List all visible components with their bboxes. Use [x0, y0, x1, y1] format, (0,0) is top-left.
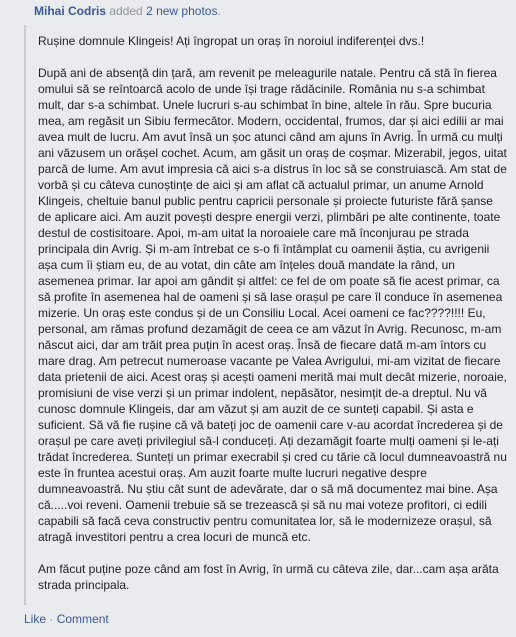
- like-link[interactable]: Like: [24, 612, 47, 626]
- action-separator: ·: [46, 612, 57, 626]
- author-name-link[interactable]: Mihai Codris: [34, 4, 107, 18]
- post-content: [24, 25, 512, 605]
- comment-link[interactable]: Comment: [56, 612, 109, 626]
- post-paragraph: Am făcut puține poze când am fost în Avrig, în urmă cu câteva zile, dar...cam așa arăta strada principala.: [38, 562, 499, 592]
- story-header: [34, 4, 221, 18]
- post-paragraph: După ani de absență din țară, am revenit pe meleagurile natale. Pentru că stă în fierea omului să se reîntoarcă acolo de unde își trage rădăcinile. România nu s-a schimbat mult, dar s-a schimbat. Unele lucruri s-au schimbat în bine, altele în rău. Spre bucuria mea, am regăsit un Sibiu fermecător. Modern, occidental, frumos, dar și aici edilii ar mai avea mult de lucru. Am avut însă un șoc atunci când am ajuns în Avrig. În urmă cu mulți ani văzusem un orășel cochet. Acum, am găsit un oraș de coșmar. Mizerabil, jegos, uitat parcă de lume. Am avut impresia că aici s-a distrus în loc să se construiască. Am stat de vorbă și cu câteva cunoștințe de aici și am aflat că actualul primar, un anume Arnold Klingeis, cheltuie banul public pentru capricii personale și proiecte futuriste fără șanse de aplicare aici. Am auzit povești despre energii verzi, plimbări pe alte continente, toate destul de costisitoare. Apoi, m-am uitat la noroaiele care mă înconjurau pe strada principala din Avrig. Și m-am întrebat ce s-o fi întâmplat cu oamenii ăștia, cu avrigenii așa cum îi știam eu, de au votat, din câte am înțeles două mandate la rând, un asemenea primar. Iar apoi am gândit și altfel: ce fel de om poate să fie acest primar, ca să profite în asemenea hal de oameni și să lase orașul pe care îl conduce în asemenea mizerie. Un oraș este condus și de un Consiliu Local. Acei oameni ce fac????!!!! Eu, personal, am rămas profund dezamăgit de ceea ce am văzut în Avrig. Recunosc, m-am născut aici, dar am trăit prea puțin în acest oraș. Însă de fiecare dată m-am întors cu mare drag. Am petrecut numeroase vacante pe Valea Avrigului, mi-am vizitat de fiecare data prietenii de aici. Acest oraș și acești oameni merită mai mult decât mizerie, noroaie, promisiuni de vise verzi și un primar indolent, nepăsător, nesimțit de-a dreptul. Nu vă cunosc domnule Klingeis, dar am văzut și am auzit de ce sunteți capabil. Și asta e suficient. Să vă fie rușine că vă bateți joc de oamenii care v-au acordat încrederea și de orașul pe care aveți privilegiul să-l conduceți. Ați dezamăgit foarte mulți oameni și le-ați trădat încrederea. Sunteți un primar execrabil și cred cu tărie că locul dumneavoastră nu este în fruntea acestui oraș. Am auzit foarte multe lucruri negative despre dumneavoastră. Nu știu cât sunt de adevărate, dar o să mă documentez mai bine. Așa că.....voi reveni. Oamenii trebuie să se trezească și să nu mai voteze profitori, ci edili capabili să facă ceva constructiv pentru comunitatea lor, să le modernizeze orașul, să atragă investitori pentru a crea locuri de muncă etc.: [38, 66, 507, 544]
- action-suffix: .: [217, 4, 221, 18]
- photos-link[interactable]: 2 new photos: [146, 4, 218, 18]
- story-actions: [24, 612, 109, 626]
- post-paragraph: Rușine domnule Klingeis! Ați îngropat un oraș în noroiul indiferenței dvs.!: [38, 34, 425, 48]
- post-text: [38, 33, 508, 609]
- action-text: added: [106, 4, 147, 18]
